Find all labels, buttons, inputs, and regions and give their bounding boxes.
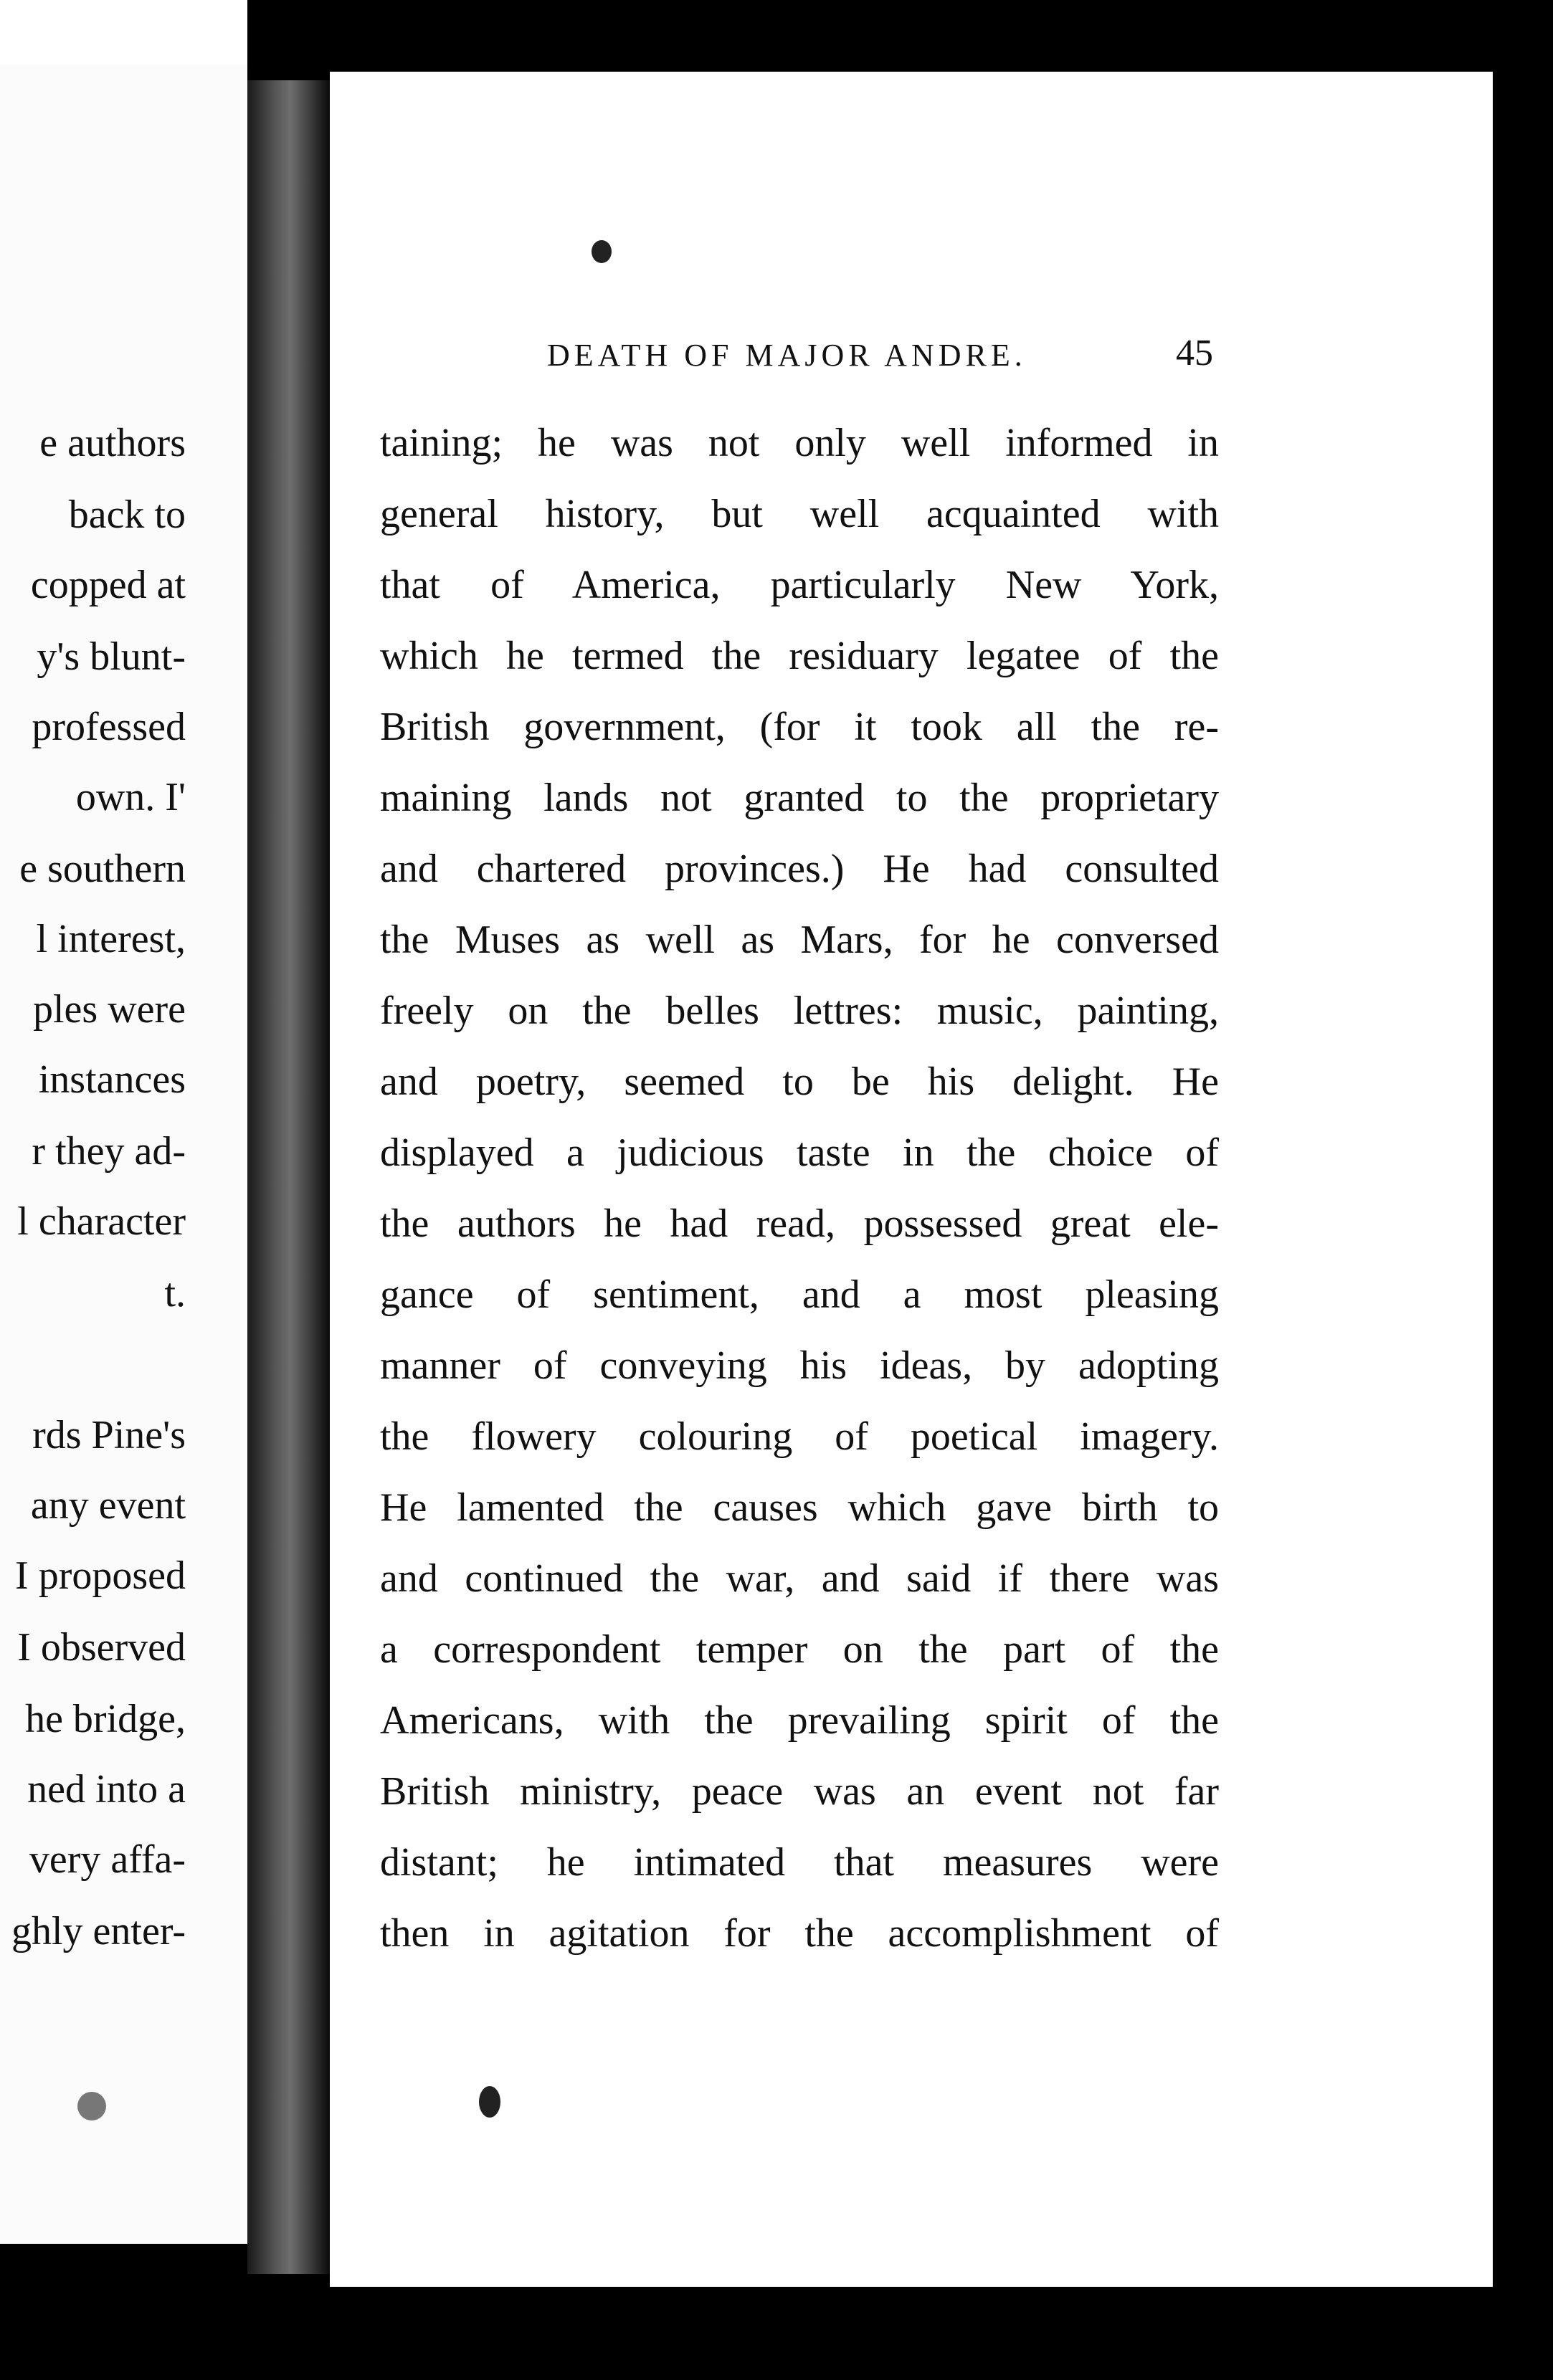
text-line: the Muses as well as Mars, for he conversed — [380, 918, 1219, 962]
running-head: DEATH OF MAJOR ANDRE. — [547, 338, 1027, 373]
facing-page-line: y's blunt- — [37, 634, 186, 679]
text-line: that of America, particularly New York, — [380, 563, 1219, 607]
text-line: general history, but well acquainted with — [380, 492, 1219, 536]
facing-page-line: rds Pine's — [32, 1413, 186, 1457]
facing-page-line: r they ad- — [32, 1129, 186, 1174]
text-line: distant; he intimated that measures were — [380, 1840, 1219, 1885]
text-line: British ministry, peace was an event not far — [380, 1769, 1219, 1814]
text-line: and poetry, seemed to be his delight. He — [380, 1060, 1219, 1104]
text-line: British government, (for it took all the re- — [380, 705, 1219, 749]
facing-page-line: I proposed — [15, 1553, 186, 1598]
facing-page-line: instances — [38, 1057, 186, 1102]
ink-speck — [592, 240, 612, 263]
text-line: the flowery colouring of poetical imagery. — [380, 1414, 1219, 1459]
book-gutter-shadow — [247, 80, 333, 2274]
facing-page-line: l character — [17, 1199, 186, 1244]
facing-page-line: ples were — [32, 987, 186, 1032]
facing-page-line: back to — [68, 492, 186, 537]
text-line: displayed a judicious taste in the choice of — [380, 1130, 1219, 1175]
text-line: which he termed the residuary legatee of the — [380, 634, 1219, 678]
facing-page-line: l interest, — [36, 917, 186, 961]
scanner-background-left-top — [0, 0, 247, 65]
page-number: 45 — [1176, 333, 1213, 373]
facing-page-line: he bridge, — [25, 1697, 186, 1741]
text-line: a correspondent temper on the part of the — [380, 1627, 1219, 1672]
facing-page-line: any event — [30, 1483, 186, 1528]
ink-speck — [77, 2092, 106, 2120]
text-line: freely on the belles lettres: music, painting, — [380, 989, 1219, 1033]
text-line: Americans, with the prevailing spirit of the — [380, 1698, 1219, 1743]
facing-page-line: own. I' — [75, 775, 186, 819]
facing-page-line: e southern — [19, 847, 186, 891]
text-line: and chartered provinces.) He had consulted — [380, 847, 1219, 891]
facing-page-line: very affa- — [29, 1837, 186, 1882]
facing-page-line: copped at — [30, 563, 186, 607]
facing-page-line: ghly enter- — [11, 1909, 186, 1953]
text-line: and continued the war, and said if there was — [380, 1556, 1219, 1601]
facing-page — [0, 65, 247, 2244]
scanner-background-right — [1493, 0, 1553, 2380]
text-line: then in agitation for the accomplishment of — [380, 1911, 1219, 1956]
text-line: taining; he was not only well informed in — [380, 421, 1219, 465]
text-line: maining lands not granted to the proprietary — [380, 776, 1219, 820]
facing-page-line: t. — [164, 1271, 186, 1315]
facing-page-line: I observed — [17, 1625, 186, 1670]
ink-speck — [479, 2086, 500, 2118]
text-line: manner of conveying his ideas, by adopting — [380, 1343, 1219, 1388]
text-line: He lamented the causes which gave birth to — [380, 1485, 1219, 1530]
facing-page-line: e authors — [39, 421, 186, 465]
facing-page-line: ned into a — [27, 1767, 186, 1812]
text-line: the authors he had read, possessed great ele- — [380, 1201, 1219, 1246]
facing-page-line: professed — [32, 705, 186, 749]
scanner-background-top — [247, 0, 1553, 80]
text-line: gance of sentiment, and a most pleasing — [380, 1272, 1219, 1317]
